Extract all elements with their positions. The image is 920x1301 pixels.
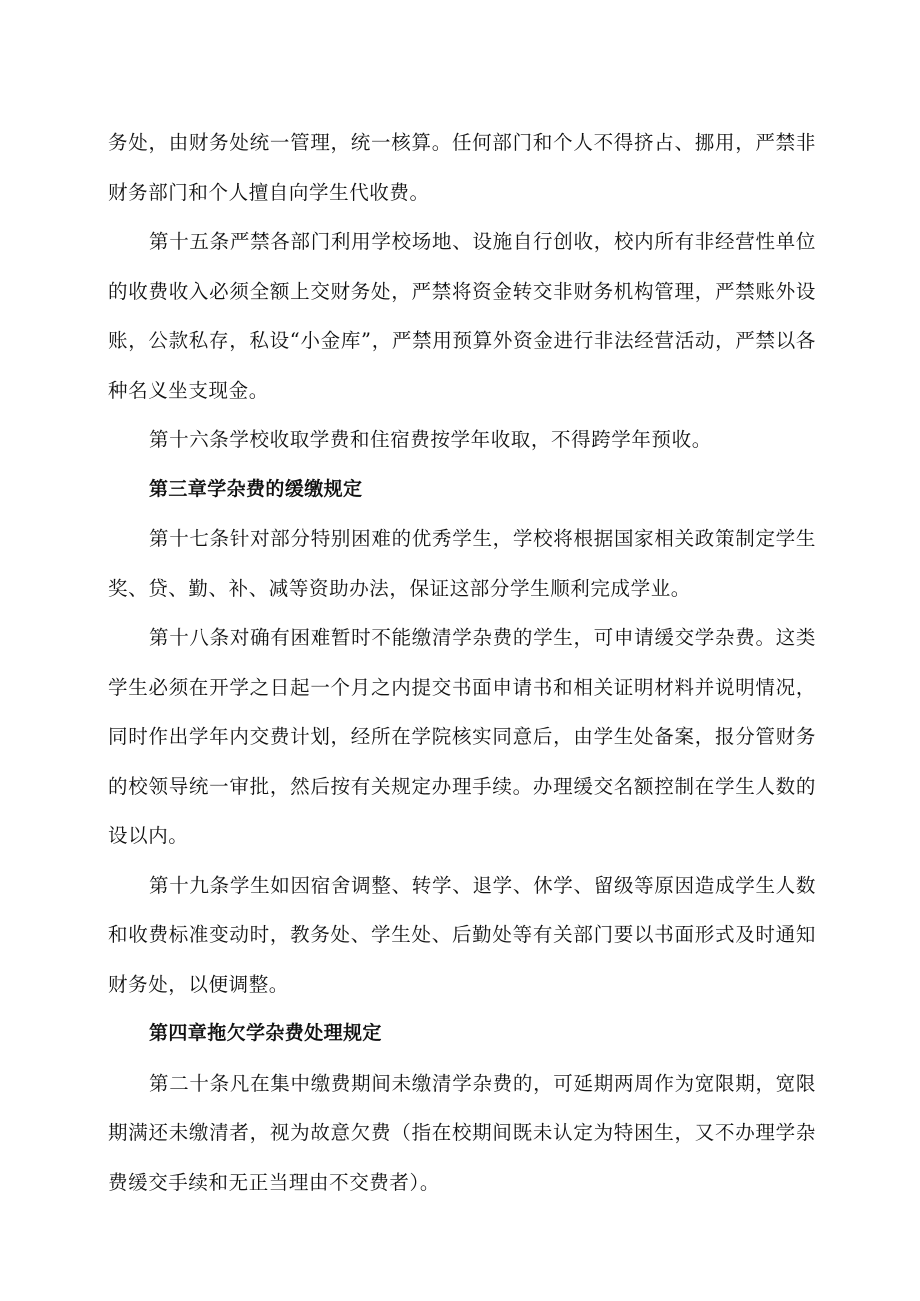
- article-20: 第二十条凡在集中缴费期间未缴清学杂费的，可延期两周作为宽限期，宽限期满还未缴清者，视为故意欠费（指在校期间既未认定为特困生，又不办理学杂费缓交手续和无正当理由不交费者）。: [108, 1071, 816, 1194]
- article-18: 第十八条对确有困难暂时不能缴清学杂费的学生，可申请缓交学杂费。这类学生必须在开学之日起一个月之内提交书面申请书和相关证明材料并说明情况，同时作出学年内交费计划，经所在学院核实同意后，由学生处备案，报分管财务的校领导统一审批，然后按有关规定办理手续。办理缓交名额控制在学生人数的设以内。: [108, 626, 816, 847]
- chapter-3-heading: 第三章学杂费的缓缴规定: [149, 477, 363, 500]
- paragraph-continuation: 务处，由财务处统一管理，统一核算。任何部门和个人不得挤占、挪用，严禁非财务部门和个人擅自向学生代收费。: [108, 131, 816, 204]
- article-15: 第十五条严禁各部门利用学校场地、设施自行创收，校内所有非经营性单位的收费收入必须全额上交财务处，严禁将资金转交非财务机构管理，严禁账外设账，公款私存，私设“小金库”，严禁用预算外资金进行非法经营活动，严禁以各种名义坐支现金。: [108, 230, 816, 402]
- document-page: [108, 118, 816, 1207]
- article-19: 第十九条学生如因宿舍调整、转学、退学、休学、留级等原因造成学生人数和收费标准变动时，教务处、学生处、后勤处等有关部门要以书面形式及时通知财务处，以便调整。: [108, 873, 816, 996]
- article-16: 第十六条学校收取学费和住宿费按学年收取，不得跨学年预收。: [149, 428, 712, 451]
- chapter-4-heading: 第四章拖欠学杂费处理规定: [149, 1022, 382, 1044]
- article-17: 第十七条针对部分特别困难的优秀学生，学校将根据国家相关政策制定学生奖、贷、勤、补、减等资助办法，保证这部分学生顺利完成学业。: [108, 527, 816, 600]
